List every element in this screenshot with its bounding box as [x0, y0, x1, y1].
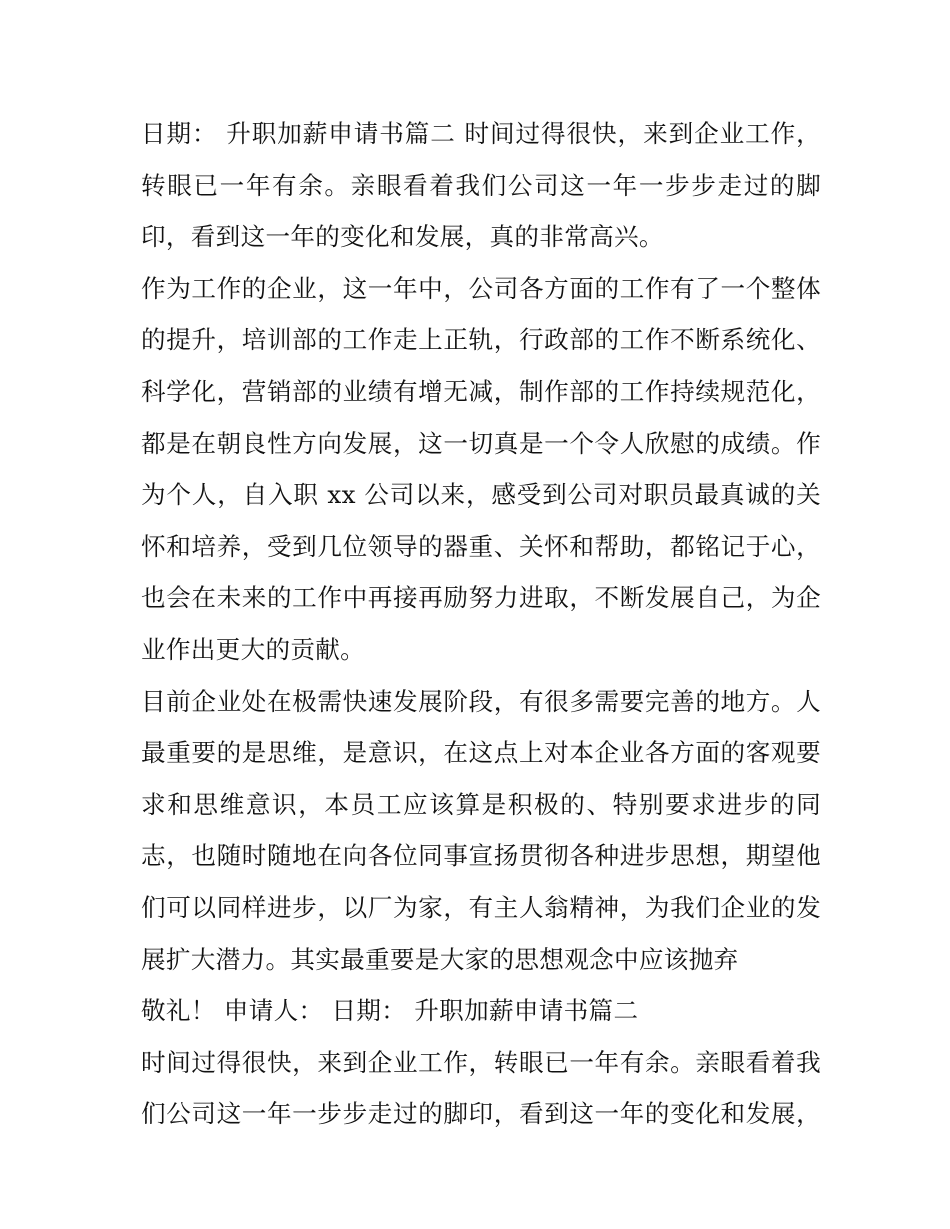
- text-line: 也会在未来的工作中再接再励努力进取，不断发展自己，为企: [141, 583, 821, 613]
- text-line: 们公司这一年一步步走过的脚印，看到这一年的变化和发展，: [141, 1099, 821, 1129]
- text-line: 转眼已一年有余。亲眼看着我们公司这一年一步步走过的脚: [141, 170, 821, 200]
- text-line: 都是在朝良性方向发展，这一切真是一个令人欣慰的成绩。作: [141, 428, 821, 458]
- text-line: 最重要的是思维，是意识，在这点上对本企业各方面的客观要: [141, 738, 821, 768]
- text-line: 科学化，营销部的业绩有增无减，制作部的工作持续规范化，: [141, 376, 821, 406]
- text-line: 怀和培养，受到几位领导的器重、关怀和帮助，都铭记于心，: [141, 531, 821, 561]
- text-line: 作为工作的企业，这一年中，公司各方面的工作有了一个整体: [141, 273, 821, 303]
- text-line: 时间过得很快，来到企业工作，转眼已一年有余。亲眼看着我: [141, 1047, 821, 1077]
- text-line: 们可以同样进步，以厂为家，有主人翁精神，为我们企业的发: [141, 892, 821, 922]
- text-line: 为个人，自入职 xx 公司以来，感受到公司对职员最真诚的关: [141, 480, 821, 510]
- text-line: 展扩大潜力。其实最重要是大家的思想观念中应该抛弃: [141, 944, 739, 974]
- text-line: 目前企业处在极需快速发展阶段，有很多需要完善的地方。人: [141, 686, 821, 716]
- text-line: 志，也随时随地在向各位同事宣扬贯彻各种进步思想，期望他: [141, 841, 821, 871]
- document-body: [141, 108, 821, 1140]
- text-line: 业作出更大的贡献。: [141, 634, 366, 664]
- text-line: 敬礼！ 申请人： 日期： 升职加薪申请书篇二: [141, 996, 639, 1026]
- text-line: 的提升，培训部的工作走上正轨，行政部的工作不断系统化、: [141, 325, 821, 355]
- text-line: 印，看到这一年的变化和发展，真的非常高兴。: [141, 222, 664, 252]
- text-line: 求和思维意识，本员工应该算是积极的、特别要求进步的同: [141, 789, 821, 819]
- text-line: 日期： 升职加薪申请书篇二 时间过得很快，来到企业工作，: [141, 119, 821, 148]
